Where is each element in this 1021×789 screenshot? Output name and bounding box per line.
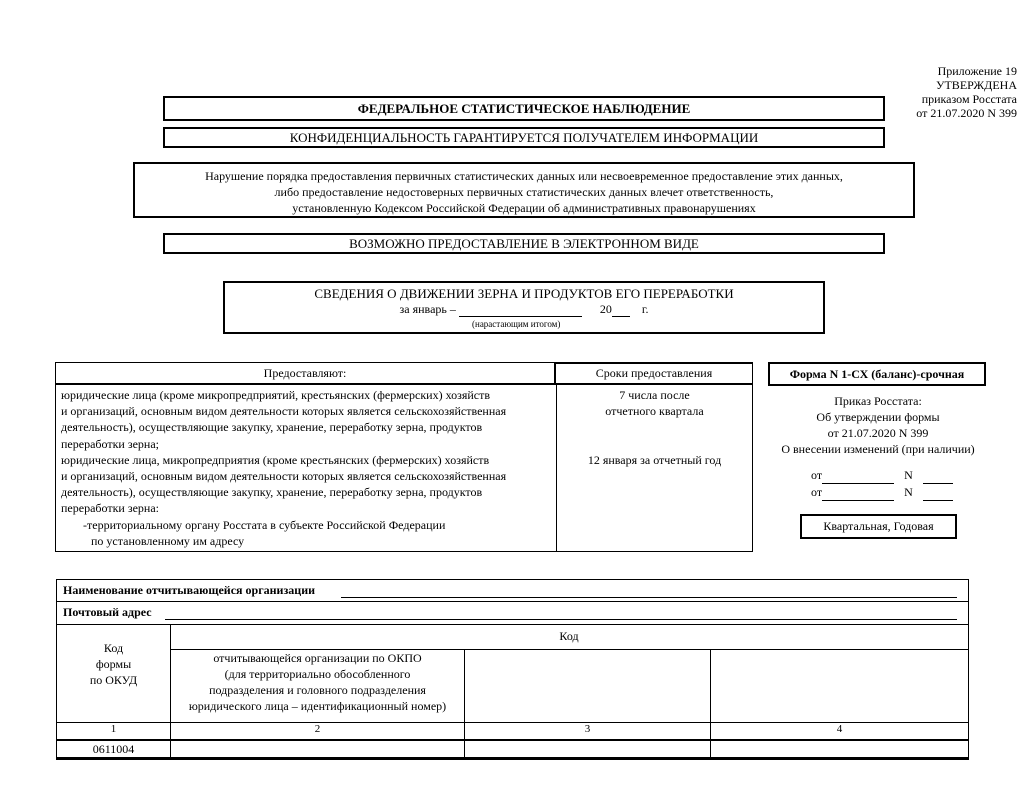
amendment-number-field[interactable] (923, 488, 953, 501)
okpo-line: отчитывающейся организации по ОКПО (213, 651, 422, 665)
okpo-header (171, 650, 464, 714)
organization-table (56, 579, 969, 760)
when-line: 7 числа после (619, 388, 690, 402)
year-field[interactable] (612, 304, 630, 317)
year-suffix: г. (641, 302, 649, 316)
who-line: -территориальному органу Росстата в субъекте Российской Федерации (83, 517, 446, 532)
order-line: Об утверждении формы (816, 410, 940, 424)
approval-stamp (905, 64, 1017, 120)
federal-observation-box (163, 96, 885, 121)
violation-line: Нарушение порядка предоставления первичных статистических данных или несвоевременное предоставление этих данных, (205, 169, 843, 183)
year-prefix: 20 (599, 302, 612, 316)
form-number-title: Форма N 1-СХ (баланс)-срочная (789, 366, 965, 381)
form-number-box (768, 362, 986, 386)
violation-box (133, 162, 915, 218)
who-line: юридические лица (кроме микропредприятий, крестьянских (фермерских) хозяйств (61, 388, 491, 402)
code-header: Код (559, 629, 579, 643)
who-line: переработки зерна; (61, 436, 159, 451)
when-line: отчетного квартала (605, 404, 704, 419)
from-label: от (811, 468, 823, 482)
okpo-line: юридического лица – идентификационный номер) (188, 699, 447, 713)
order-line: от 21.07.2020 N 399 (827, 426, 929, 440)
periodicity-text: Квартальная, Годовая (823, 519, 934, 533)
n-label: N (904, 485, 913, 499)
header-who-text: Предоставляют: (263, 365, 347, 380)
okpo-line: подразделения и головного подразделения (209, 683, 426, 697)
okud-line: формы (95, 657, 132, 671)
who-line: деятельность), осуществляющие закупку, хранение, переработку зерна, продуктов (61, 485, 483, 500)
org-name-label: Наименование отчитывающейся организации (63, 583, 316, 597)
violation-line: установленную Кодексом Российской Федерации об административных правонарушениях (292, 201, 756, 215)
submitters-header-when (556, 363, 752, 385)
approval-line: от 21.07.2020 N 399 (916, 106, 1017, 120)
form-amendments (811, 467, 971, 501)
electronic-box (163, 233, 885, 254)
when-line: 12 января за отчетный год (587, 453, 722, 468)
violation-line: либо предоставление недостоверных первичных статистических данных влечет ответственность, (274, 185, 774, 199)
amendment-date-field[interactable] (822, 488, 894, 501)
approval-line: Приложение 19 (937, 64, 1017, 78)
from-label: от (811, 485, 823, 499)
approval-line: УТВЕРЖДЕНА (935, 78, 1017, 92)
column-number-3: 3 (584, 723, 591, 735)
report-title: СВЕДЕНИЯ О ДВИЖЕНИИ ЗЕРНА И ПРОДУКТОВ ЕГО ПЕРЕРАБОТКИ (314, 286, 734, 301)
header-when-text: Сроки предоставления (595, 366, 713, 380)
submitters-table (55, 362, 753, 552)
submitters-header-who (56, 363, 556, 385)
order-line: Приказ Росстата: (834, 394, 922, 408)
confidential-text: КОНФИДЕНЦИАЛЬНОСТЬ ГАРАНТИРУЕТСЯ ПОЛУЧАТЕЛЕМ ИНФОРМАЦИИ (289, 129, 759, 145)
form-order-block (762, 393, 994, 457)
who-line: юридические лица, микропредприятия (кроме крестьянских (фермерских) хозяйств (61, 452, 490, 467)
amendment-row (811, 484, 971, 501)
org-name-field[interactable] (341, 597, 957, 598)
okud-line: Код (103, 641, 124, 655)
amendment-date-field[interactable] (822, 471, 894, 484)
report-title-box (223, 281, 825, 334)
report-period (225, 302, 823, 317)
period-prefix: за январь – (399, 302, 456, 316)
who-line: деятельность), осуществляющие закупку, хранение, переработку зерна, продуктов (61, 420, 483, 435)
confidential-box (163, 127, 885, 148)
n-label: N (904, 468, 913, 482)
column-number-2: 2 (314, 723, 321, 735)
submitters-who-text (61, 387, 555, 549)
postal-address-field[interactable] (165, 619, 957, 620)
okpo-line: (для территориально обособленного (224, 667, 411, 681)
electronic-text: ВОЗМОЖНО ПРЕДОСТАВЛЕНИЕ В ЭЛЕКТРОННОМ ВИДЕ (349, 235, 699, 251)
column-number-4: 4 (836, 723, 843, 735)
periodicity-box (800, 514, 957, 539)
approval-line: приказом Росстата (921, 92, 1017, 106)
postal-address-label: Почтовый адрес (63, 605, 152, 619)
who-line: переработки зерна: (61, 501, 159, 516)
okud-code-value: 0611004 (92, 742, 135, 756)
amendment-number-field[interactable] (923, 471, 953, 484)
okud-line: по ОКУД (89, 673, 138, 687)
federal-observation-title: ФЕДЕРАЛЬНОЕ СТАТИСТИЧЕСКОЕ НАБЛЮДЕНИЕ (357, 100, 691, 116)
column-number-1: 1 (110, 723, 117, 735)
submitters-when-text (557, 387, 752, 469)
who-line: по установленному им адресу (91, 533, 245, 548)
who-line: и организаций, основным видом деятельности которых является сельскохозяйственная (61, 469, 507, 484)
who-line: и организаций, основным видом деятельности которых является сельскохозяйственная (61, 404, 507, 419)
okud-header (57, 640, 170, 688)
amendment-row (811, 467, 971, 484)
period-month-field[interactable] (459, 304, 582, 317)
order-line: О внесении изменений (при наличии) (781, 442, 975, 456)
cumulative-note: (нарастающим итогом) (472, 319, 561, 329)
